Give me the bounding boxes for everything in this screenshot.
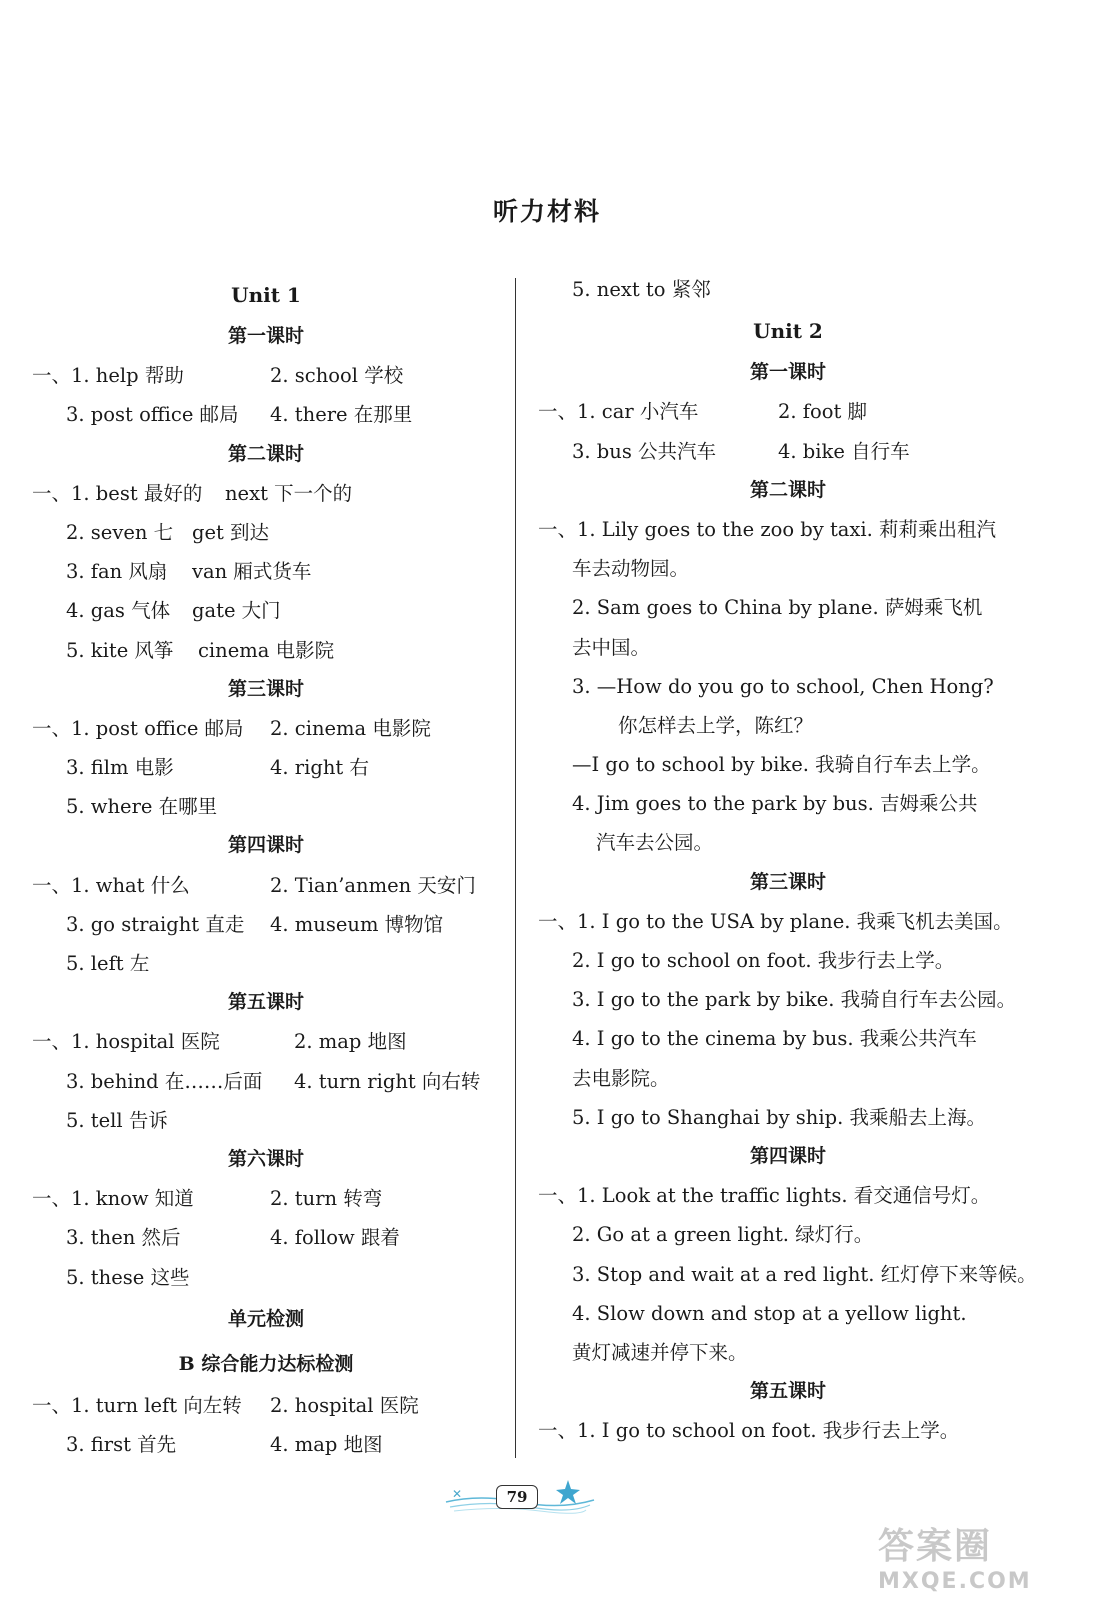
answer-item: 4. follow 跟着 [270,1226,400,1250]
sentence-line [538,1411,1038,1450]
answer-item: 5. next to 紧邻 [572,278,711,301]
answer-row [32,1258,500,1297]
sentence-line [538,1215,1038,1254]
lesson-heading: 第四课时 [227,834,304,857]
answer-item: van 厢式货车 [192,560,312,584]
answer-item: 2. school 学校 [270,364,404,388]
sentence-text: —I go to school by bike. 我骑自行车去上学。 [572,753,991,777]
sentence-text: 一、1. Look at the traffic lights. 看交通信号灯。 [538,1184,991,1208]
column-divider [515,278,516,1458]
answer-item: gate 大门 [192,599,281,623]
lesson-heading: 第二课时 [227,442,304,465]
section-heading: 单元检测 [227,1307,304,1330]
answer-row [32,1425,500,1464]
sentence-line [538,902,1038,941]
right-column [538,270,1038,1450]
lesson-heading: 第五课时 [227,991,304,1014]
answer-item: 3. post office 邮局 [66,403,239,427]
sentence-text: 4. Jim goes to the park by bus. 吉姆乘公共 [572,792,978,816]
answer-row [32,787,500,826]
answer-row [32,356,500,395]
answer-item: 2. seven 七 [66,520,174,544]
answer-item: cinema 电影院 [198,638,335,662]
answer-row [538,432,1038,471]
answer-item: 2. cinema 电影院 [270,716,431,740]
unit-heading: Unit 2 [753,319,823,344]
sentence-text: 车去动物园。 [572,557,690,581]
sentence-text: 5. I go to Shanghai by ship. 我乘船去上海。 [572,1105,986,1129]
page-title: 听力材料 [492,197,601,226]
answer-row [32,944,500,983]
answer-row [32,748,500,787]
watermark-url: MXQE.COM [878,1569,1032,1594]
left-column [32,273,500,1464]
sentence-line [538,1059,1038,1098]
answer-item: 一、1. know 知道 [32,1187,194,1211]
sentence-line [538,1098,1038,1137]
answer-row [32,1022,500,1061]
sentence-line [538,1294,1038,1333]
sentence-line [538,588,1038,627]
answer-item: 3. first 首先 [66,1432,177,1456]
lesson-heading: 第一课时 [227,325,304,347]
section-subheading: B 综合能力达标检测 [178,1352,354,1375]
answer-item: 4. there 在那里 [270,403,413,427]
answer-item: 3. bus 公共汽车 [572,439,717,463]
site-watermark [878,1518,1068,1594]
answer-item: 5. these 这些 [66,1265,190,1289]
page-number: 79 [496,1485,538,1509]
answer-row [32,1218,500,1257]
answer-item: 2. Tian’anmen 天安门 [270,873,476,897]
sentence-line [538,628,1038,667]
answer-item: 一、1. best 最好的 [32,481,203,505]
sentence-text: 4. Slow down and stop at a yellow light. [572,1301,967,1325]
answer-item: 4. turn right 向右转 [294,1069,481,1093]
answer-item: 一、1. what 什么 [32,873,190,897]
page-footer [440,1476,600,1516]
sentence-text: 一、1. Lily goes to the zoo by taxi. 莉莉乘出租汽 [538,517,997,541]
answer-row [32,591,500,630]
answer-item: 4. gas 气体 [66,599,171,623]
answer-row [32,1179,500,1218]
answer-row [538,392,1038,431]
answer-item: 3. then 然后 [66,1226,181,1250]
answer-row [32,709,500,748]
sentence-line [538,784,1038,823]
answer-row [32,631,500,670]
lesson-heading: 第三课时 [227,677,304,700]
unit-heading: Unit 1 [231,283,301,307]
answer-row [32,395,500,434]
sentence-line [538,510,1038,549]
sentence-line [538,1333,1038,1372]
sentence-line [538,1255,1038,1294]
answer-row [32,513,500,552]
lesson-heading: 第一课时 [749,361,826,384]
sentence-line [538,980,1038,1019]
answer-item: 4. museum 博物馆 [270,912,444,936]
answer-item: 4. map 地图 [270,1432,383,1456]
sentence-line [538,667,1038,706]
sentence-text: 2. I go to school on foot. 我步行去上学。 [572,949,955,972]
sentence-line [538,706,1038,745]
sentence-line [538,745,1038,784]
sentence-line [538,941,1038,980]
sentence-text: 汽车去公园。 [596,831,714,855]
sentence-text: 去中国。 [572,635,651,659]
answer-item: 4. right 右 [270,756,369,780]
answer-item: 3. behind 在……后面 [66,1069,263,1093]
answer-item: 5. where 在哪里 [66,795,218,819]
answer-item: 2. map 地图 [294,1030,407,1054]
sentence-text: 2. Go at a green light. 绿灯行。 [572,1223,874,1247]
sentence-text: 2. Sam goes to China by plane. 萨姆乘飞机 [572,596,983,620]
answer-item: 2. turn 转弯 [270,1187,383,1211]
lesson-heading: 第五课时 [749,1380,826,1403]
answer-item: 2. foot 脚 [778,400,868,424]
answer-item: 一、1. hospital 医院 [32,1030,220,1054]
answer-row [538,270,1038,309]
answer-item: 一、1. car 小汽车 [538,400,699,424]
sentence-text: 你怎样去上学，陈红？ [618,713,814,737]
answer-item: 3. go straight 直走 [66,912,245,936]
lesson-heading: 第六课时 [227,1147,304,1170]
sentence-line [538,549,1038,588]
answer-item: 3. film 电影 [66,756,174,780]
sentence-text: 去电影院。 [572,1066,670,1090]
lesson-heading: 第四课时 [749,1144,826,1167]
answer-item: 4. bike 自行车 [778,439,910,463]
answer-item: 5. kite 风筝 [66,638,174,662]
answer-item: next 下一个的 [225,481,353,505]
lesson-heading: 第二课时 [749,478,826,501]
answer-row [32,1062,500,1101]
sentence-line [538,1019,1038,1058]
answer-item: 一、1. turn left 向左转 [32,1393,242,1417]
answer-item: get 到达 [192,520,270,544]
sentence-text: 4. I go to the cinema by bus. 我乘公共汽车 [572,1027,977,1051]
sentence-text: 3. Stop and wait at a red light. 红灯停下来等候。 [572,1262,1037,1286]
answer-row [32,552,500,591]
sentence-text: 一、1. I go to the USA by plane. 我乘飞机去美国。 [538,909,1013,933]
answer-row [32,866,500,905]
answer-row [32,1101,500,1140]
answer-item: 一、1. help 帮助 [32,364,184,388]
sentence-text: 黄灯减速并停下来。 [572,1340,748,1364]
sentence-text: 3. —How do you go to school, Chen Hong? [572,674,994,698]
answer-item: 5. tell 告诉 [66,1108,168,1132]
svg-text:✕: ✕ [452,1487,463,1501]
answer-row [32,474,500,513]
watermark-logo-text: 答案圈 [878,1526,993,1567]
lesson-heading: 第三课时 [749,870,826,893]
answer-item: 一、1. post office 邮局 [32,716,244,740]
answer-item: 2. hospital 医院 [270,1393,419,1417]
answer-row [32,905,500,944]
sentence-text: 一、1. I go to school on foot. 我步行去上学。 [538,1419,960,1443]
answer-row [32,1386,500,1425]
answer-item: 3. fan 风扇 [66,560,168,584]
answer-item: 5. left 左 [66,952,150,975]
sentence-text: 3. I go to the park by bike. 我骑自行车去公园。 [572,988,1017,1012]
sentence-line [538,823,1038,862]
sentence-line [538,1176,1038,1215]
